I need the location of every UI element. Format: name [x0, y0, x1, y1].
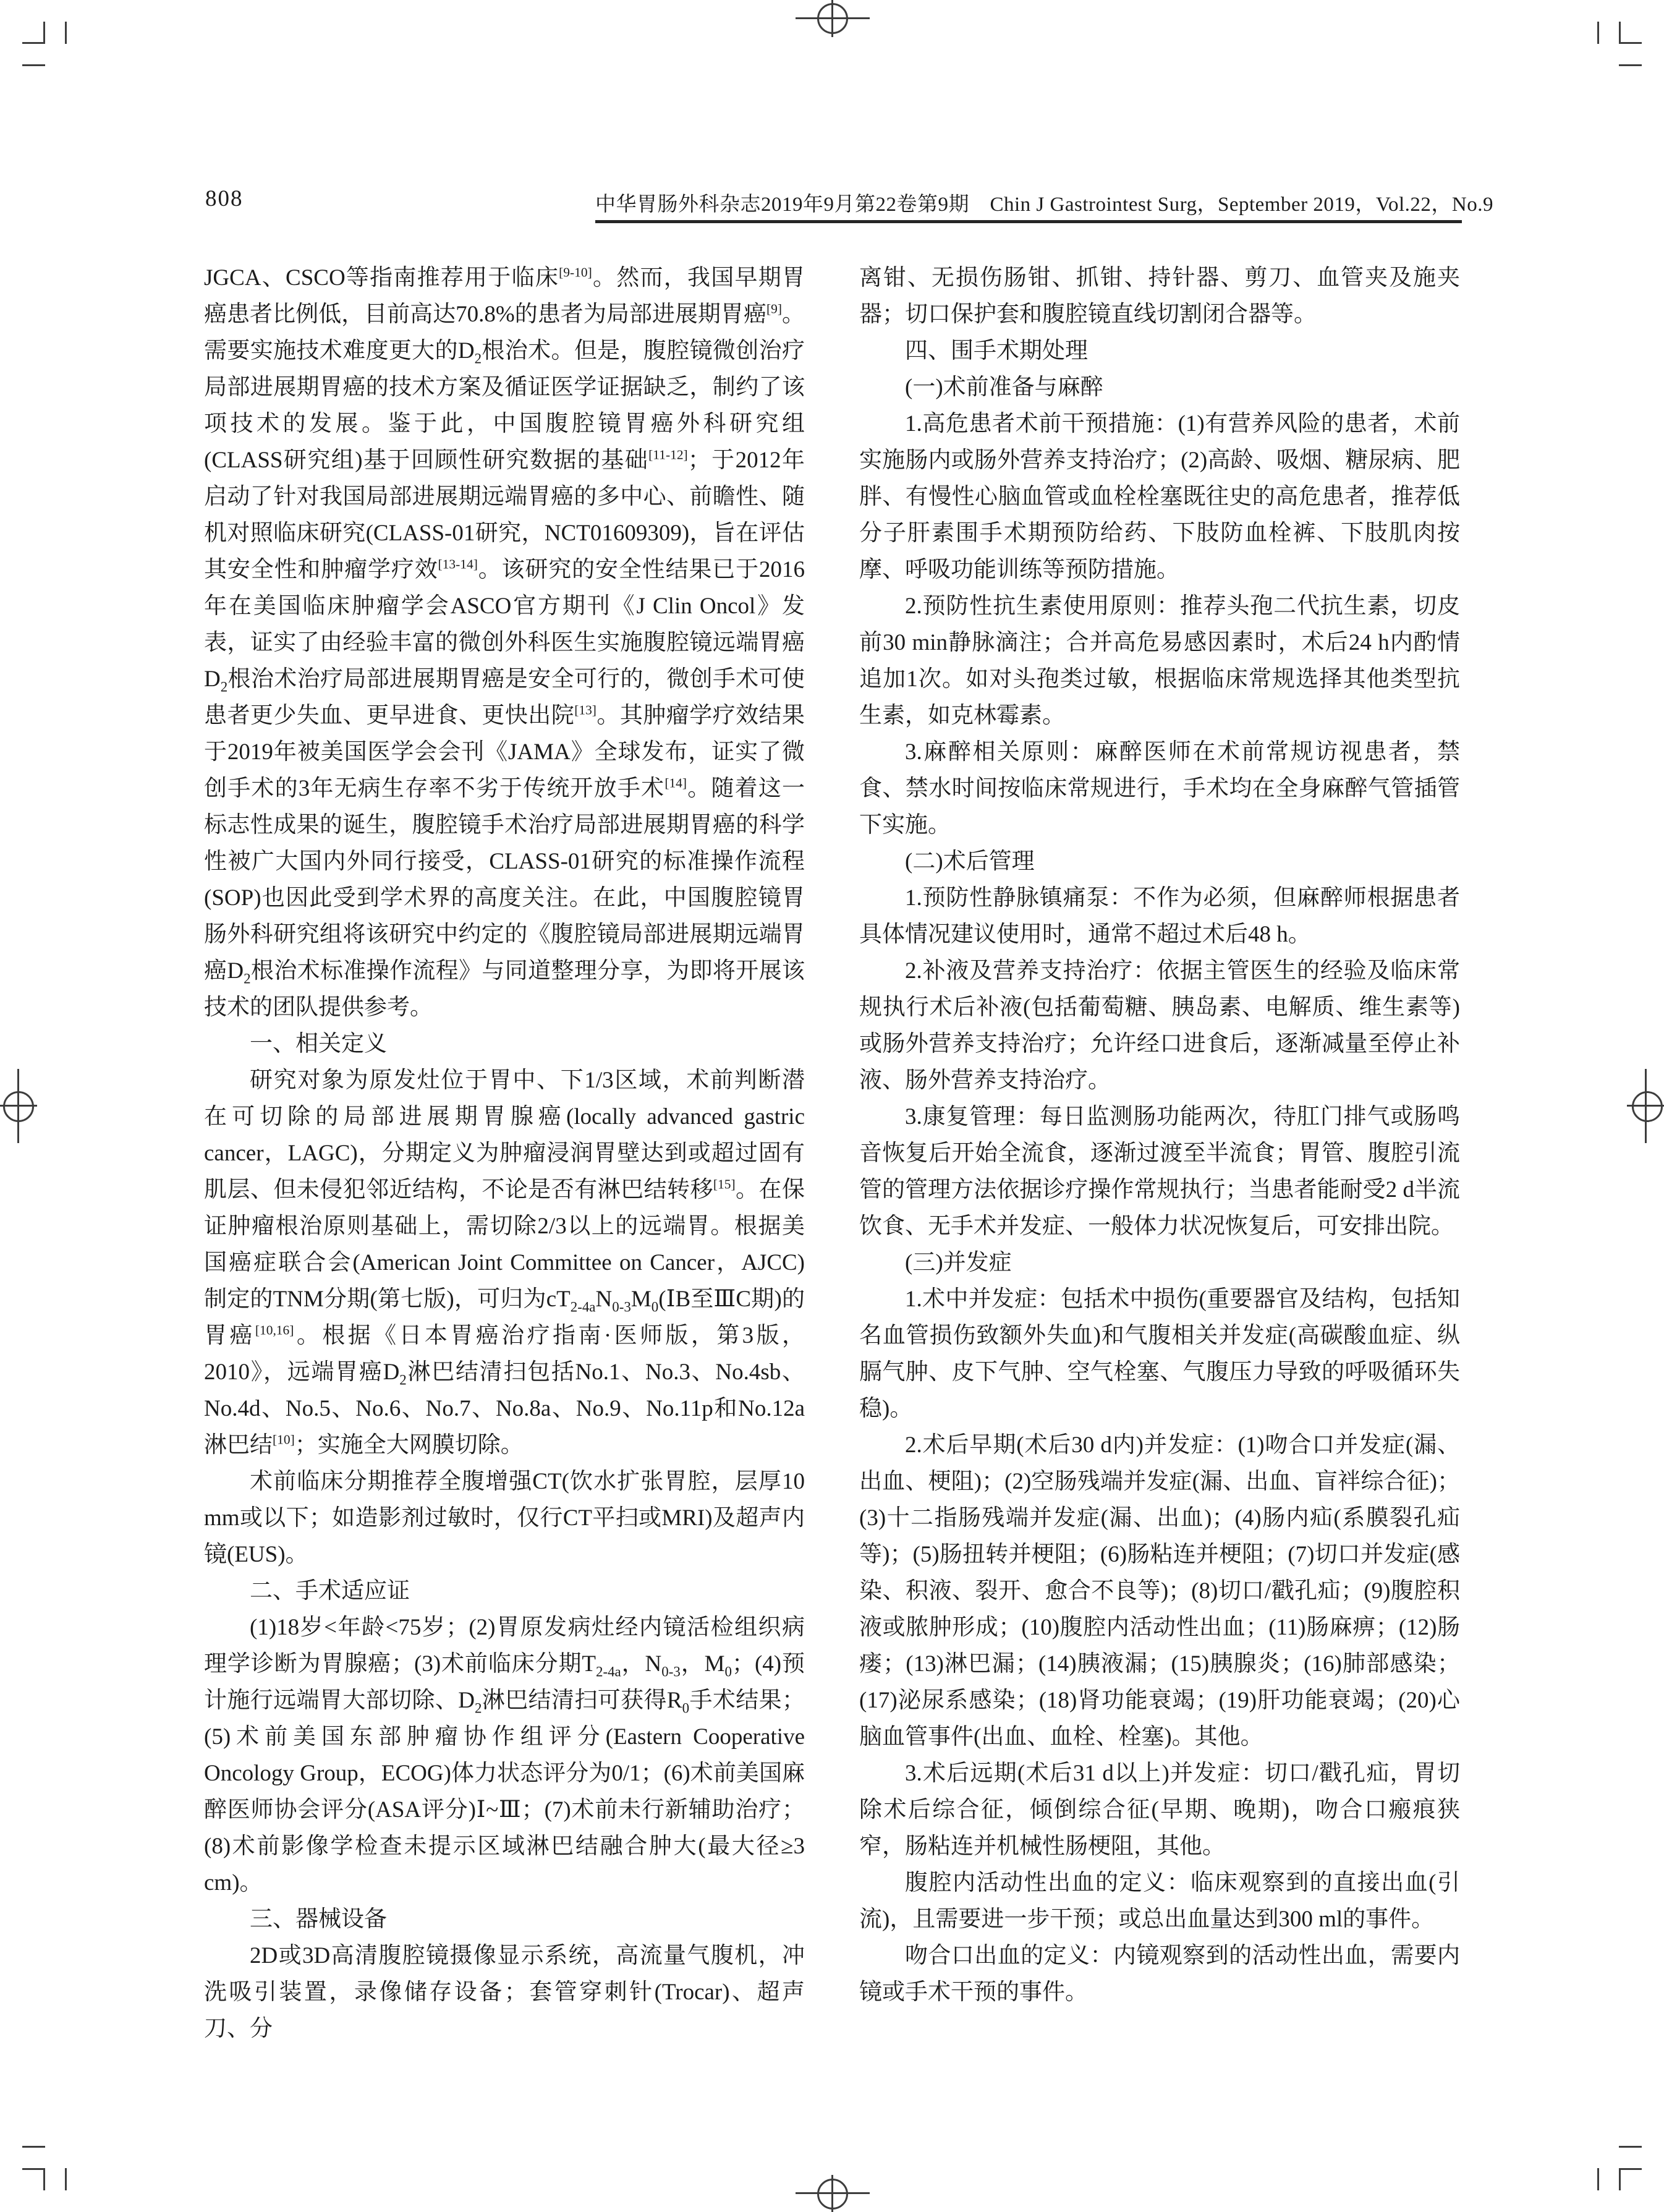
paragraph: 研究对象为原发灶位于胃中、下1/3区域，术前判断潜在可切除的局部进展期胃腺癌(locally advanced gastric cancer，LAGC)，分期定义为肿瘤浸润胃壁达到或超过固有肌层、但未侵犯邻近结构，不论是否有淋巴结转移[15]。在保证肿瘤根治原则基础上，需切除2/3以上的远端胃。根据美国癌症联合会(American Joint Committee on Cancer，AJCC)制定的TNM分期(第七版)，可归为$cT_{2-4a}N_{0-3}M_0(ⅠB$至ⅢC期)的胃癌[10,16]。根据《日本胃癌治疗指南·医师版，第3版，2010》，远端胃癌$D_2$淋巴结清扫包括No.1、No.3、No.4sb、No.4d、No.5、No.6、No.7、No.8a、No.9、No.11p和No.12a淋巴结[10]；实施全大网膜切除。 [204, 1068, 805, 1458]
left-column [204, 260, 805, 2047]
paragraph: 1.预防性静脉镇痛泵：不作为必须，但麻醉师根据患者具体情况建议使用时，通常不超过术后48 h。 [859, 885, 1460, 947]
crop-mark-top-right-tick-v [1597, 22, 1599, 44]
paragraph: 3.康复管理：每日监测肠功能两次，待肛门排气或肠鸣音恢复后开始全流食，逐渐过渡至半流食；胃管、腹腔引流管的管理方法依据诊疗操作常规执行；当患者能耐受2 d半流饮食、无手术并发症、一般体力状况恢复后，可安排出院。 [859, 1104, 1460, 1239]
section-heading: (二)术后管理 [905, 849, 1035, 874]
section-heading: (一)术前准备与麻醉 [905, 375, 1103, 400]
crop-mark-top-left-tick-h [22, 64, 45, 66]
paragraph: 吻合口出血的定义：内镜观察到的活动性出血，需要内镜或手术干预的事件。 [859, 1943, 1460, 2005]
section-heading: 二、手术适应证 [250, 1578, 410, 1604]
header-rule [595, 220, 1462, 223]
right-column [859, 260, 1460, 2010]
paragraph: JGCA、CSCO等指南推荐用于临床[9-10]。然而，我国早期胃癌患者比例低，目前高达70.8%的患者为局部进展期胃癌[9]。需要实施技术难度更大的$D_2$根治术。但是，腹腔镜微创治疗局部进展期胃癌的技术方案及循证医学证据缺乏，制约了该项技术的发展。鉴于此，中国腹腔镜胃癌外科研究组(CLASS研究组)基于回顾性研究数据的基础[11-12]；于2012年启动了针对我国局部进展期远端胃癌的多中心、前瞻性、随机对照临床研究(CLASS-01研究，NCT01609309)，旨在评估其安全性和肿瘤学疗效[13-14]。该研究的安全性结果已于2016年在美国临床肿瘤学会ASCO官方期刊《J Clin Oncol》发表，证实了由经验丰富的微创外科医生实施腹腔镜远端胃癌$D_2$根治术治疗局部进展期胃癌是安全可行的，微创手术可使患者更少失血、更早进食、更快出院[13]。其肿瘤学疗效结果于2019年被美国医学会会刊《JAMA》全球发布，证实了微创手术的3年无病生存率不劣于传统开放手术[14]。随着这一标志性成果的诞生，腹腔镜手术治疗局部进展期胃癌的科学性被广大国内外同行接受，CLASS-01研究的标准操作流程(SOP)也因此受到学术界的高度关注。在此，中国腹腔镜胃肠外科研究组将该研究中约定的《腹腔镜局部进展期远端胃癌$D_2$根治术标准操作流程》与同道整理分享，为即将开展该技术的团队提供参考。 [204, 265, 805, 1020]
paragraph: 3.术后远期(术后31 d以上)并发症：切口/戳孔疝，胃切除术后综合征，倾倒综合征(早期、晚期)，吻合口瘢痕狭窄，肠粘连并机械性肠梗阻，其他。 [859, 1761, 1460, 1859]
paragraph: 离钳、无损伤肠钳、抓钳、持针器、剪刀、血管夹及施夹器；切口保护套和腹腔镜直线切割闭合器等。 [859, 265, 1460, 327]
running-header: 中华胃肠外科杂志2019年9月第22卷第9期 Chin J Gastrointest Surg，September 2019，Vol.22，No.9 [595, 194, 1493, 216]
paragraph: 1.术中并发症：包括术中损伤(重要器官及结构，包括知名血管损伤致额外失血)和气腹相关并发症(高碳酸血症、纵膈气肿、皮下气肿、空气栓塞、气腹压力导致的呼吸循环失稳)。 [859, 1287, 1460, 1421]
paragraph: 3.麻醉相关原则：麻醉医师在术前常规访视患者，禁食、禁水时间按临床常规进行，手术均在全身麻醉气管插管下实施。 [859, 739, 1460, 838]
crop-mark-bottom-right-tick-v [1597, 2168, 1599, 2190]
section-heading: 一、相关定义 [250, 1031, 387, 1057]
crop-mark-bottom-right-corner-v [1619, 2168, 1621, 2190]
crop-mark-bottom-left-tick-h [22, 2146, 45, 2148]
crop-mark-top-left-corner-h [22, 42, 45, 44]
crop-mark-bottom-left-tick-v [65, 2168, 67, 2190]
crop-mark-top-right-corner-v [1619, 22, 1621, 44]
paragraph: 腹腔内活动性出血的定义：临床观察到的直接出血(引流)，且需要进一步干预；或总出血量达到300 ml的事件。 [859, 1870, 1460, 1932]
paragraph: 2.补液及营养支持治疗：依据主管医生的经验及临床常规执行术后补液(包括葡萄糖、胰岛素、电解质、维生素等)或肠外营养支持治疗；允许经口进食后，逐渐减量至停止补液、肠外营养支持治疗。 [859, 958, 1460, 1093]
section-heading: (三)并发症 [905, 1250, 1012, 1275]
paragraph: 2D或3D高清腹腔镜摄像显示系统，高流量气腹机，冲洗吸引装置，录像储存设备；套管穿刺针(Trocar)、超声刀、分 [204, 1943, 805, 2041]
crop-mark-top-right-tick-h [1619, 64, 1642, 66]
paragraph: 1.高危患者术前干预措施：(1)有营养风险的患者，术前实施肠内或肠外营养支持治疗；(2)高龄、吸烟、糖尿病、肥胖、有慢性心脑血管或血栓栓塞既往史的高危患者，推荐低分子肝素围手术期预防给药、下肢防血栓裤、下肢肌肉按摩、呼吸功能训练等预防措施。 [859, 411, 1460, 582]
paragraph: 2.术后早期(术后30 d内)并发症：(1)吻合口并发症(漏、出血、梗阻)；(2)空肠残端并发症(漏、出血、盲袢综合征)；(3)十二指肠残端并发症(漏、出血)；(4)肠内疝(系膜裂孔疝等)；(5)肠扭转并梗阻；(6)肠粘连并梗阻；(7)切口并发症(感染、积液、裂开、愈合不良等)；(8)切口/戳孔疝；(9)腹腔积液或脓肿形成；(10)腹腔内活动性出血；(11)肠麻痹；(12)肠瘘；(13)淋巴漏；(14)胰液漏；(15)胰腺炎；(16)肺部感染；(17)泌尿系感染；(18)肾功能衰竭；(19)肝功能衰竭；(20)心脑血管事件(出血、血栓、栓塞)。其他。 [859, 1432, 1460, 1750]
crop-mark-bottom-right-corner-h [1619, 2168, 1642, 2170]
section-heading: 四、围手术期处理 [905, 338, 1088, 364]
crop-mark-top-left-tick-v [65, 22, 67, 44]
crop-mark-bottom-left-corner-v [43, 2168, 45, 2190]
crop-mark-bottom-left-corner-h [22, 2168, 45, 2170]
crop-mark-top-right-corner-h [1619, 42, 1642, 44]
paragraph: 术前临床分期推荐全腹增强CT(饮水扩张胃腔，层厚10 mm或以下；如造影剂过敏时，仅行CT平扫或MRI)及超声内镜(EUS)。 [204, 1469, 805, 1567]
crop-mark-top-left-corner-v [43, 22, 45, 44]
paragraph: 2.预防性抗生素使用原则：推荐头孢二代抗生素，切皮前30 min静脉滴注；合并高危易感因素时，术后24 h内酌情追加1次。如对头孢类过敏，根据临床常规选择其他类型抗生素，如克林霉素。 [859, 593, 1460, 728]
page-number: 808 [205, 186, 244, 211]
paragraph: (1)18岁<年龄<75岁；(2)胃原发病灶经内镜活检组织病理学诊断为胃腺癌；(3)术前临床分期$T_{2-4a}$，$N_{0-3}$，$M_0$；(4)预计施行远端胃大部切除、$D_2$淋巴结清扫可获得$R_0$手术结果；(5)术前美国东部肿瘤协作组评分(Eastern Cooperative Oncology Group，ECOG)体力状态评分为0/1；(6)术前美国麻醉医师协会评分(ASA评分)Ⅰ~Ⅲ；(7)术前未行新辅助治疗；(8)术前影像学检查未提示区域淋巴结融合肿大(最大径≥3 cm)。 [204, 1615, 805, 1895]
crop-mark-bottom-right-tick-h [1619, 2146, 1642, 2148]
section-heading: 三、器械设备 [250, 1907, 387, 1932]
